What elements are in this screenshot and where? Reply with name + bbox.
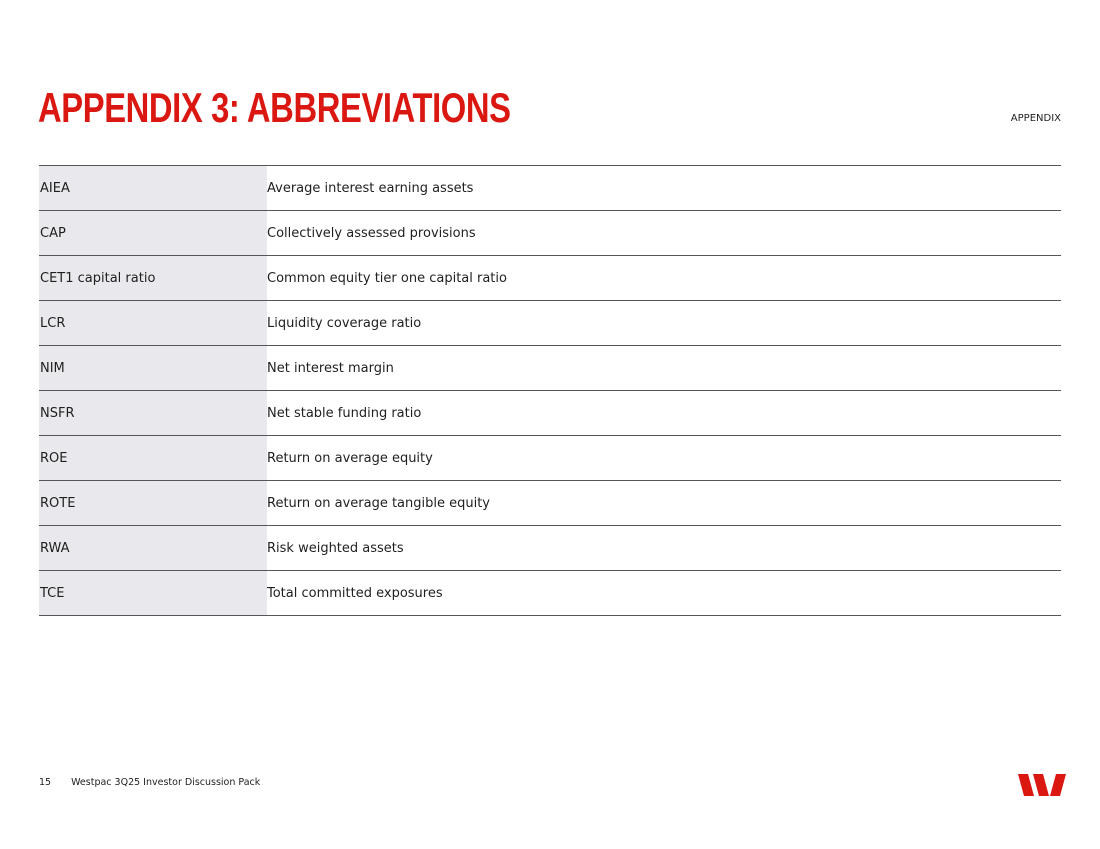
abbreviation-definition: Liquidity coverage ratio xyxy=(267,315,422,331)
table-row xyxy=(39,211,1061,256)
abbreviation-definition: Return on average equity xyxy=(267,450,433,466)
abbreviation-definition: Total committed exposures xyxy=(267,585,443,601)
table-row xyxy=(39,391,1061,436)
page-title: APPENDIX 3: ABBREVIATIONS xyxy=(38,84,511,131)
abbreviation-definition: Average interest earning assets xyxy=(267,180,474,196)
abbreviation-term: CAP xyxy=(39,211,267,255)
table-row xyxy=(39,301,1061,346)
abbreviation-definition: Return on average tangible equity xyxy=(267,495,490,511)
abbreviation-definition: Risk weighted assets xyxy=(267,540,404,556)
abbreviation-definition: Collectively assessed provisions xyxy=(267,225,476,241)
abbreviation-term: ROTE xyxy=(39,481,267,525)
page-footer xyxy=(39,777,260,788)
abbreviation-term: AIEA xyxy=(39,166,267,210)
document-title: Westpac 3Q25 Investor Discussion Pack xyxy=(71,777,261,788)
table-row xyxy=(39,571,1061,616)
page-number: 15 xyxy=(39,777,52,788)
abbreviation-term: TCE xyxy=(39,571,267,615)
table-row xyxy=(39,346,1061,391)
abbreviation-term: NIM xyxy=(39,346,267,390)
table-row xyxy=(39,481,1061,526)
abbreviation-term: NSFR xyxy=(39,391,267,435)
abbreviation-term: LCR xyxy=(39,301,267,345)
abbreviation-term: RWA xyxy=(39,526,267,570)
abbreviation-term: CET1 capital ratio xyxy=(39,256,267,300)
abbreviation-term: ROE xyxy=(39,436,267,480)
abbreviations-table xyxy=(39,165,1061,616)
section-label: APPENDIX xyxy=(1010,113,1061,124)
table-row xyxy=(39,256,1061,301)
logo-stroke-middle xyxy=(1033,774,1049,796)
westpac-logo-icon xyxy=(1018,774,1066,796)
abbreviation-definition: Common equity tier one capital ratio xyxy=(267,270,507,286)
table-row xyxy=(39,436,1061,481)
logo-stroke-left xyxy=(1018,774,1034,796)
abbreviation-definition: Net interest margin xyxy=(267,360,394,376)
logo-stroke-right xyxy=(1050,774,1066,796)
abbreviation-definition: Net stable funding ratio xyxy=(267,405,422,421)
table-row xyxy=(39,526,1061,571)
table-row xyxy=(39,166,1061,211)
